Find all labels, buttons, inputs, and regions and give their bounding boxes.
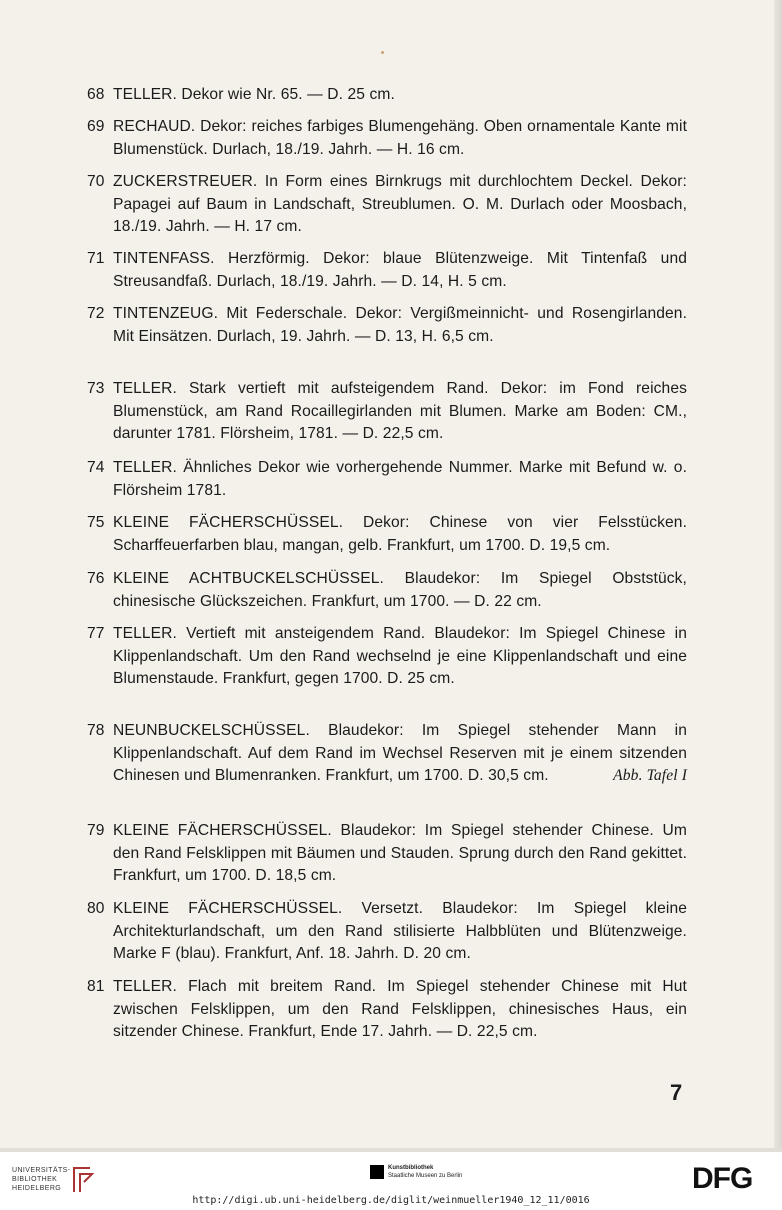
ub-line: UNIVERSITÄTS- (12, 1167, 71, 1174)
catalogue-entry-79 (87, 820, 687, 888)
entry-number: 72 (87, 305, 105, 322)
entry-number: 73 (87, 380, 105, 397)
catalogue-entry-69 (87, 116, 687, 161)
catalogue-entry-76 (87, 568, 687, 613)
catalogue-entry-70 (87, 171, 687, 239)
entry-text: TELLER. Flach mit breitem Rand. Im Spiegel stehender Chinese mit Hut zwischen Felsklippen, um den Rand Felsklippen, chinesisches Haus, ein sitzender Chinese. Frankfurt, Ende 17. Jahrh. — D. 22,5 cm. (113, 978, 687, 1041)
entry-number: 69 (87, 118, 105, 135)
entry-number: 79 (87, 822, 105, 839)
catalogue-entry-72 (87, 303, 687, 348)
university-library-emblem-icon (70, 1164, 96, 1194)
entry-text: TELLER. Stark vertieft mit aufsteigendem Rand. Dekor: im Fond reiches Blumenstück, am Rand Rocaillegirlanden mit Blumen. Marke am Boden: CM., darunter 1781. Flörsheim, 1781. — D. 22,5 cm. (113, 380, 687, 443)
entry-number: 81 (87, 978, 105, 995)
entry-text-body: NEUNBUCKELSCHÜSSEL. Blaudekor: Im Spiegel stehender Mann in Klippenlandschaft. Auf dem Rand im Wechsel Reserven mit je einem sitzenden Chinesen und Blumenranken. Frankfurt, um 1700. D. 30,5 cm. (113, 722, 687, 785)
entry-number: 74 (87, 459, 105, 476)
footer-bar (0, 1152, 782, 1210)
entry-number: 78 (87, 722, 105, 739)
entry-text: TELLER. Ähnliches Dekor wie vorhergehende Nummer. Marke mit Befund w. o. Flörsheim 1781. (113, 459, 687, 499)
entry-text: KLEINE FÄCHERSCHÜSSEL. Dekor: Chinese von vier Felsstücken. Scharffeuerfarben blau, mangan, gelb. Frankfurt, um 1700. D. 19,5 cm. (113, 514, 687, 554)
entry-number: 75 (87, 514, 105, 531)
catalogue-entry-80 (87, 898, 687, 966)
catalogue-entry-77 (87, 623, 687, 691)
catalogue-entry-68 (87, 84, 687, 107)
ub-line: BIBLIOTHEK (12, 1176, 58, 1183)
entry-text: KLEINE FÄCHERSCHÜSSEL. Versetzt. Blaudekor: Im Spiegel kleine Architekturlandschaft, um den Rand stilisierte Halbblüten und Blütenzweige. Marke F (blau). Frankfurt, Anf. 18. Jahrh. D. 20 cm. (113, 900, 687, 963)
catalogue-entry-71 (87, 248, 687, 293)
kunstbibliothek-title: Kunstbibliothek (388, 1165, 434, 1171)
entry-text: ZUCKERSTREUER. In Form eines Birnkrugs mit durchlochtem Deckel. Dekor: Papagei auf Baum in Landschaft, Streublumen. O. M. Durlach oder Moosbach, 18./19. Jahrh. — H. 17 cm. (113, 173, 687, 236)
entry-text (113, 720, 687, 788)
entry-number: 80 (87, 900, 105, 917)
entry-text: TELLER. Vertieft mit ansteigendem Rand. Blaudekor: Im Spiegel Chinese in Klippenlandschaft. Um den Rand wechselnd je eine Klippenlandschaft und eine Blumenstaude. Frankfurt, gegen 1700. D. 25 cm. (113, 625, 687, 688)
dfg-logo: DFG (692, 1162, 753, 1195)
catalogue-entry-73 (87, 378, 687, 446)
kunstbibliothek-logo-text (388, 1164, 528, 1180)
entry-number: 76 (87, 570, 105, 587)
kunstbibliothek-subtitle: Staatliche Museen zu Berlin (388, 1173, 463, 1179)
ink-speck (381, 51, 384, 54)
permalink-url[interactable]: http://digi.ub.uni-heidelberg.de/diglit/weinmueller1940_12_11/0016 (192, 1195, 590, 1206)
catalogue-entry-81 (87, 976, 687, 1044)
entry-text: RECHAUD. Dekor: reiches farbiges Blumengehäng. Oben ornamentale Kante mit Blumenstück. Durlach, 18./19. Jahrh. — H. 16 cm. (113, 118, 687, 158)
entry-number: 77 (87, 625, 105, 642)
plate-reference: Abb. Tafel I (613, 767, 687, 785)
entry-text: TINTENFASS. Herzförmig. Dekor: blaue Blütenzweige. Mit Tintenfaß und Streusandfaß. Durlach, 18./19. Jahrh. — D. 14, H. 5 cm. (113, 250, 687, 290)
catalogue-entry-74 (87, 457, 687, 502)
entry-number: 71 (87, 250, 105, 267)
entry-text: TINTENZEUG. Mit Federschale. Dekor: Vergißmeinnicht- und Rosengirlanden. Mit Einsätzen. Durlach, 19. Jahrh. — D. 13, H. 6,5 cm. (113, 305, 687, 345)
entry-number: 70 (87, 173, 105, 190)
page-edge-shadow (774, 0, 782, 1152)
kunstbibliothek-logo-icon (370, 1165, 384, 1179)
entry-text: KLEINE ACHTBUCKELSCHÜSSEL. Blaudekor: Im Spiegel Obststück, chinesische Glückszeichen. Frankfurt, um 1700. — D. 22 cm. (113, 570, 687, 610)
entry-number: 68 (87, 86, 105, 103)
ub-line: HEIDELBERG (12, 1185, 62, 1192)
catalogue-entry-75 (87, 512, 687, 557)
university-library-logo-text (12, 1166, 72, 1193)
catalogue-entry-78 (87, 720, 687, 788)
page-number: 7 (670, 1080, 683, 1105)
entry-text: KLEINE FÄCHERSCHÜSSEL. Blaudekor: Im Spiegel stehender Chinese. Um den Rand Felsklippen mit Bäumen und Stauden. Sprung durch den Rand gekittet. Frankfurt, um 1700. D. 18,5 cm. (113, 822, 687, 885)
entry-text: TELLER. Dekor wie Nr. 65. — D. 25 cm. (113, 86, 395, 103)
